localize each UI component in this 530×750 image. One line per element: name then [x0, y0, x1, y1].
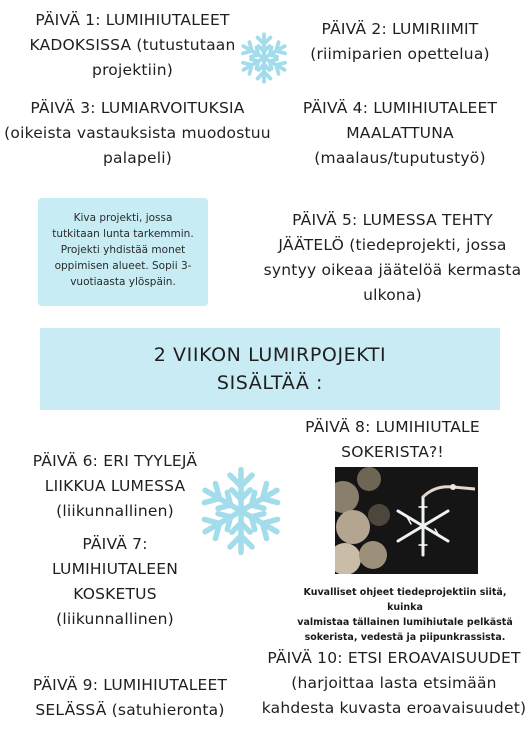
day-6-line-3: (liikunnallinen) [56, 502, 174, 520]
day-7-title: PÄIVÄ 7: [82, 535, 148, 553]
day-8-title: PÄIVÄ 8: LUMIHIUTALE [305, 418, 480, 436]
banner-title: 2 VIIKON LUMIRPOJEKTI [153, 344, 387, 366]
caption-line-3: sokerista, vedestä ja piipunkrassista. [304, 632, 506, 643]
snowflake-icon-top [237, 30, 291, 86]
day-3-text [0, 96, 275, 171]
info-note-box [38, 198, 208, 306]
day-4-line-3: (maalaus/tuputustyö) [314, 149, 486, 167]
caption-line-2: valmistaa tällainen lumihiutale pelkästä [297, 617, 513, 628]
day-4-text [285, 96, 515, 171]
day-7-line-3: KOSKETUS [73, 585, 157, 603]
banner-subtitle: SISÄLTÄÄ : [216, 372, 324, 394]
day-10-line-2: (harjoittaa lasta etsimään [291, 674, 497, 692]
day-3-line-2: (oikeista vastauksista muodostuu [4, 124, 271, 142]
day-9-text [10, 673, 250, 723]
day-2-text [300, 17, 500, 67]
day-1-line-3: projektiin) [92, 61, 173, 79]
note-line-4: oppimisen alueet. Sopii 3- [54, 260, 192, 272]
day-2-line-2: (riimiparien opettelua) [310, 45, 490, 63]
day-6-line-2: LIIKKUA LUMESSA [44, 477, 186, 495]
day-9-title: PÄIVÄ 9: LUMIHIUTALEET [32, 676, 228, 694]
caption-line-1: Kuvalliset ohjeet tiedeprojektiin siitä, kuinka [303, 587, 507, 613]
day-2-title: PÄIVÄ 2: LUMIRIIMIT [321, 20, 479, 38]
day-4-title: PÄIVÄ 4: LUMIHIUTALEET [302, 99, 498, 117]
day-9-line-2: SELÄSSÄ (satuhieronta) [35, 701, 225, 719]
day-5-text [255, 208, 530, 308]
day-7-line-4: (liikunnallinen) [56, 610, 174, 628]
day-5-title: PÄIVÄ 5: LUMESSA TEHTY [292, 211, 493, 229]
day-1-title: PÄIVÄ 1: LUMIHIUTALEET [35, 11, 230, 29]
day-10-line-3: kahdesta kuvasta eroavaisuudet) [261, 699, 527, 717]
day-5-line-2: JÄÄTELÖ (tiedeprojekti, jossa [278, 236, 507, 254]
day-7-text [20, 532, 210, 632]
day-10-text [258, 646, 530, 721]
sugar-snowflake-photo [335, 467, 478, 574]
note-line-3: Projekti yhdistää monet [60, 244, 186, 256]
day-10-title: PÄIVÄ 10: ETSI EROAVAISUUDET [267, 649, 521, 667]
day-4-line-2: MAALATTUNA [346, 124, 454, 142]
day-5-line-3: syntyy oikeaa jäätelöä kermasta [263, 261, 522, 279]
day-3-line-3: palapeli) [103, 149, 172, 167]
day-8-line-2: SOKERISTA?! [341, 443, 444, 461]
day-1-line-2: KADOKSISSA (tutustutaan [29, 36, 236, 54]
headline-banner [40, 328, 500, 410]
note-line-1: Kiva projekti, jossa [73, 212, 173, 224]
photo-caption [285, 585, 525, 645]
day-7-line-2: LUMIHIUTALEEN [51, 560, 178, 578]
day-8-text [290, 415, 495, 465]
day-3-title: PÄIVÄ 3: LUMIARVOITUKSIA [30, 99, 245, 117]
note-line-5: vuotiaasta ylöspäin. [70, 276, 176, 288]
day-5-line-4: ulkona) [363, 286, 422, 304]
day-6-title: PÄIVÄ 6: ERI TYYLEJÄ [32, 452, 198, 470]
note-line-2: tutkitaan lunta tarkemmin. [52, 228, 194, 240]
day-1-text [0, 8, 265, 83]
day-6-text [20, 449, 210, 524]
